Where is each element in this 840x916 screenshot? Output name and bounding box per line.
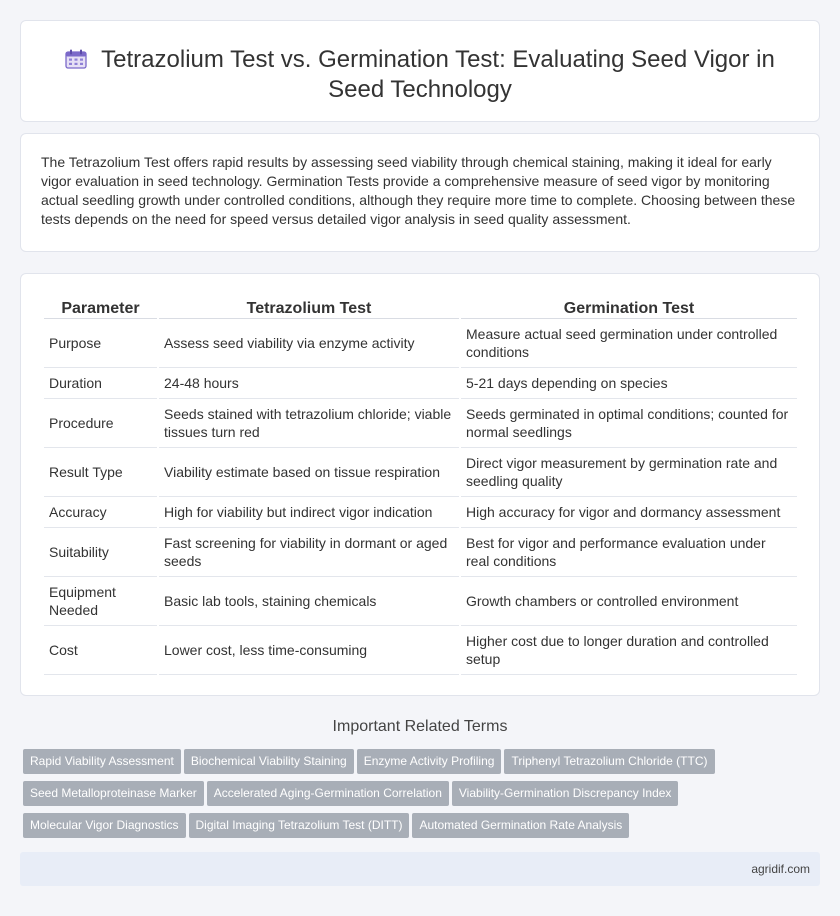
table-row [44, 497, 797, 528]
related-term-tag[interactable]: Digital Imaging Tetrazolium Test (DITT) [189, 813, 410, 838]
related-term-tag[interactable]: Molecular Vigor Diagnostics [23, 813, 186, 838]
page-title [21, 45, 819, 105]
tag-row [23, 781, 813, 813]
calendar-icon [65, 49, 87, 69]
table-cell: Procedure [44, 399, 157, 448]
related-term-tag[interactable]: Triphenyl Tetrazolium Chloride (TTC) [504, 749, 714, 774]
tag-row [23, 749, 813, 781]
table-cell: Assess seed viability via enzyme activity [159, 319, 459, 368]
table-cell: Fast screening for viability in dormant or aged seeds [159, 528, 459, 577]
table-cell: Best for vigor and performance evaluation under real conditions [461, 528, 797, 577]
table-row [44, 368, 797, 399]
related-terms-heading: Important Related Terms [332, 718, 508, 735]
table-row [44, 626, 797, 675]
table-row [44, 528, 797, 577]
table-row [44, 399, 797, 448]
related-terms-tags [23, 749, 813, 845]
table-cell: Lower cost, less time-consuming [159, 626, 459, 675]
title-card [20, 20, 820, 122]
table-cell: Result Type [44, 448, 157, 497]
table-cell: Viability estimate based on tissue respiration [159, 448, 459, 497]
table-row [44, 319, 797, 368]
related-term-tag[interactable]: Accelerated Aging-Germination Correlation [207, 781, 449, 806]
table-cell: Accuracy [44, 497, 157, 528]
related-term-tag[interactable]: Seed Metalloproteinase Marker [23, 781, 204, 806]
related-term-tag[interactable]: Biochemical Viability Staining [184, 749, 354, 774]
related-term-tag[interactable]: Automated Germination Rate Analysis [412, 813, 629, 838]
footer-site-link[interactable]: agridif.com [751, 862, 810, 876]
intro-paragraph: The Tetrazolium Test offers rapid results by assessing seed viability through chemical staining, making it ideal for early vigor evaluation in seed technology. Germination Tests provide a comprehensive measure of seed vigor by monitoring actual seedling growth under controlled conditions, although they require more time to complete. Choosing between these tests depends on the need for speed versus detailed vigor analysis in seed quality assessment. [41, 154, 796, 227]
table-cell: High for viability but indirect vigor indication [159, 497, 459, 528]
related-term-tag[interactable]: Enzyme Activity Profiling [357, 749, 502, 774]
table-cell: Equipment Needed [44, 577, 157, 626]
related-term-tag[interactable]: Viability-Germination Discrepancy Index [452, 781, 679, 806]
table-cell: 24-48 hours [159, 368, 459, 399]
table-cell: Seeds stained with tetrazolium chloride; viable tissues turn red [159, 399, 459, 448]
intro-card [20, 133, 820, 252]
comparison-table-card [20, 273, 820, 696]
footer-bar [20, 852, 820, 886]
table-row [44, 448, 797, 497]
table-cell: Basic lab tools, staining chemicals [159, 577, 459, 626]
header-germination: Germination Test [461, 295, 797, 319]
header-parameter: Parameter [44, 295, 157, 319]
table-cell: Suitability [44, 528, 157, 577]
table-cell: Higher cost due to longer duration and controlled setup [461, 626, 797, 675]
table-cell: Measure actual seed germination under controlled conditions [461, 319, 797, 368]
table-cell: Growth chambers or controlled environment [461, 577, 797, 626]
table-cell: Cost [44, 626, 157, 675]
title-line-1: Tetrazolium Test vs. Germination Test: Evaluating Seed Vigor in [101, 46, 775, 73]
table-cell: Seeds germinated in optimal conditions; counted for normal seedlings [461, 399, 797, 448]
table-cell: Duration [44, 368, 157, 399]
table-row [44, 577, 797, 626]
table-header-row [44, 295, 797, 319]
table-cell: Purpose [44, 319, 157, 368]
tag-row [23, 813, 813, 845]
related-term-tag[interactable]: Rapid Viability Assessment [23, 749, 181, 774]
header-tetrazolium: Tetrazolium Test [159, 295, 459, 319]
table-cell: 5-21 days depending on species [461, 368, 797, 399]
table-cell: High accuracy for vigor and dormancy assessment [461, 497, 797, 528]
title-line-2: Seed Technology [328, 76, 512, 103]
comparison-table [42, 295, 799, 675]
table-cell: Direct vigor measurement by germination rate and seedling quality [461, 448, 797, 497]
